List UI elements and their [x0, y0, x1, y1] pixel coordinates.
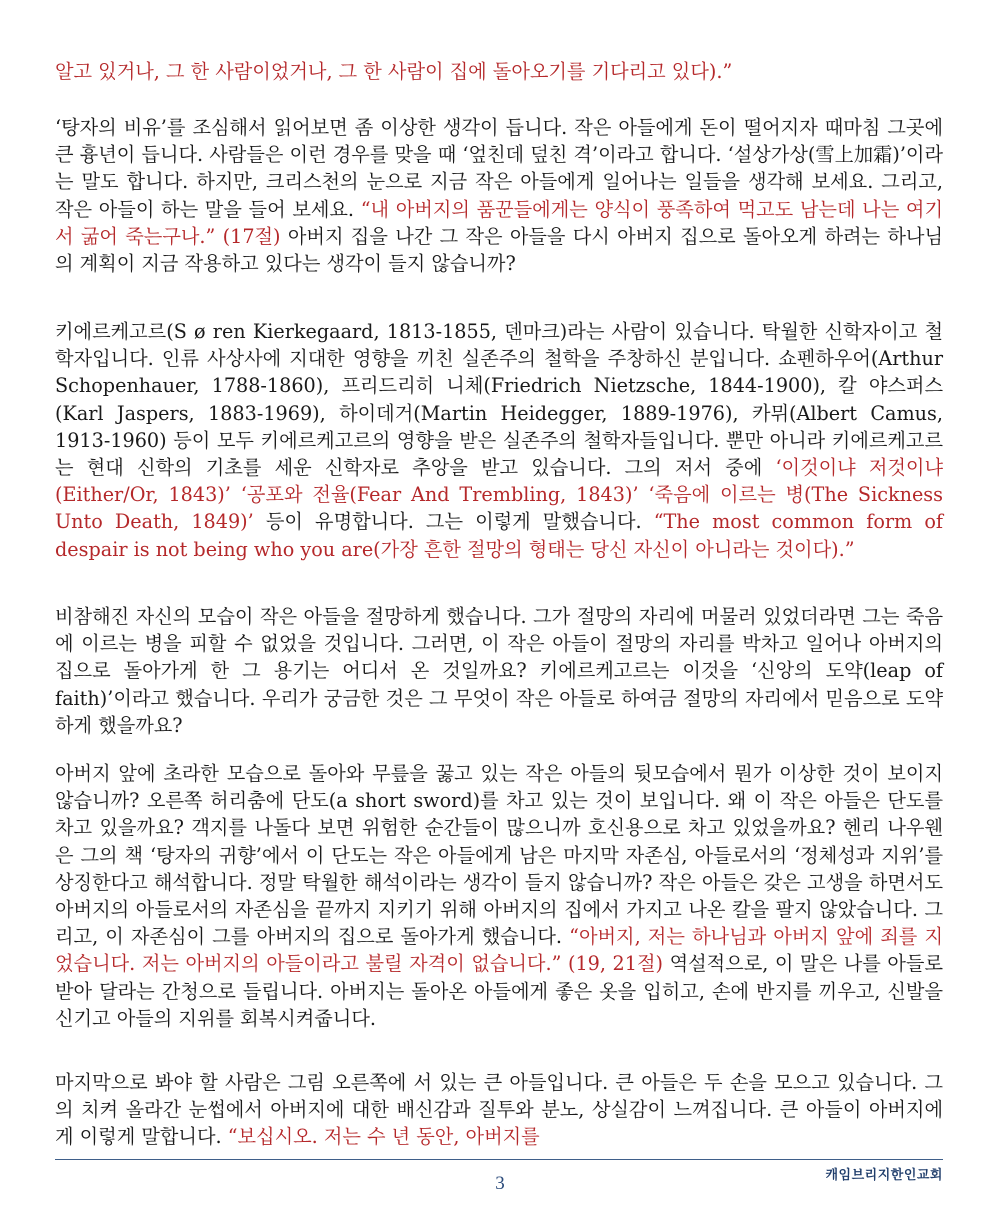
body-text: 아버지 집을 나간 그 작은 아들을 다시 아버지 집으로 돌아오게 하려는 하나님의 계획이 지금 작용하고 있다는 생각이 들지 않습니까? — [55, 224, 943, 276]
body-text: 비참해진 자신의 모습이 작은 아들을 절망하게 했습니다. 그가 절망의 자리에 머물러 있었더라면 그는 죽음에 이르는 병을 피할 수 없었을 것입니다. 그러면, 이 작은 아들이 절망의 자리를 박차고 일어나 아버지의 집으로 돌아가게 한 그 용기는 어디서 온 것일까요? 키에르케고르는 이것을 ‘신앙의 도약(leap of faith)’이라고 했습니다. 우리가 궁금한 것은 그 무엇이 작은 아들로 하여금 절망의 자리에서 믿음으로 도약하게 했을까요? — [55, 605, 943, 737]
body-text: 등이 유명합니다. 그는 이렇게 말했습니다. — [253, 510, 654, 534]
paragraph-5 — [55, 760, 943, 1032]
body-text: ‘탕자의 비유’를 조심해서 읽어보면 좀 이상한 생각이 듭니다. 작은 아들에게 돈이 떨어지자 때마침 그곳에 큰 흉년이 듭니다. 사람들은 이런 경우를 맞을 때 ‘엎친데 덮친 격’이라고 합니다. ‘설상가상(雪上加霜)’이라는 말도 합니다. 하지만, 크리스천의 눈으로 지금 작은 아들에게 일어나는 일들을 생각해 보세요. 그리고, 작은 아들이 하는 말을 들어 보세요. — [55, 116, 943, 221]
body-text: 마지막으로 봐야 할 사람은 그림 오른쪽에 서 있는 큰 아들입니다. 큰 아들은 두 손을 모으고 있습니다. 그의 치켜 올라간 눈썹에서 아버지에 대한 배신감과 질투와 분노, 상실감이 느껴집니다. 큰 아들이 아버지에게 이렇게 말합니다. — [55, 1071, 943, 1149]
quote-text: “아버지, 저는 하나님과 아버지 앞에 죄를 지었습니다. 저는 아버지의 아들이라고 불릴 자격이 없습니다.” (19, 21절) — [55, 925, 943, 976]
paragraph-6 — [55, 1069, 943, 1151]
paragraph-4 — [55, 603, 943, 739]
church-name: 캐임브리지한인교회 — [825, 1168, 943, 1183]
quote-text: “The most common form of despair is not being who you are(가장 흔한 절망의 형태는 당신 자신이 아니라는 것이다).” — [55, 510, 943, 561]
footer-divider — [55, 1159, 943, 1160]
page-number: 3 — [495, 1173, 505, 1194]
quote-text: 알고 있거나, 그 한 사람이었거나, 그 한 사람이 집에 돌아오기를 기다리고 있다).” — [55, 60, 733, 83]
quote-text: “내 아버지의 품꾼들에게는 양식이 풍족하여 먹고도 남는데 나는 여기서 굶어 죽는구나.” (17절) — [55, 197, 943, 248]
paragraph-1 — [55, 58, 943, 85]
body-text: 키에르케고르(S ø ren Kierkegaard, 1813-1855, 덴마크)라는 사람이 있습니다. 탁월한 신학자이고 철학자입니다. 인류 사상사에 지대한 영향을 끼친 실존주의 철학을 주창하신 분입니다. 쇼펜하우어(Arthur Schopenhauer, 1788-1860), 프리드리히 니체(Friedrich Nietzsche, 1844-1900), 칼 야스퍼스(Karl Jaspers, 1883-1969), 하이데거(Martin Heidegger, 1889-1976), 카뮈(Albert Camus, 1913-1960) 등이 모두 키에르케고르의 영향을 받은 실존주의 철학자들입니다. 뿐만 아니라 키에르케고르는 현대 신학의 기초를 세운 신학자로 추앙을 받고 있습니다. 그의 저서 중에 — [55, 320, 943, 480]
book-titles: ‘이것이냐 저것이냐(Either/Or, 1843)’ ‘공포와 전율(Fear And Trembling, 1843)’ ‘죽음에 이르는 병(The Sickness Unto Death, 1849)’ — [55, 456, 944, 534]
paragraph-2 — [55, 114, 943, 277]
body-text: 아버지 앞에 초라한 모습으로 돌아와 무릎을 꿇고 있는 작은 아들의 뒷모습에서 뭔가 이상한 것이 보이지 않습니까? 오른쪽 허리춤에 단도(a short sword)를 차고 있는 것이 보입니다. 왜 이 작은 아들은 단도를 차고 있을까요? 객지를 나돌다 보면 위험한 순간들이 많으니까 호신용으로 차고 있었을까요? 헨리 나우웬은 그의 책 ‘탕자의 귀향’에서 이 단도는 작은 아들에게 남은 마지막 자존심, 아들로서의 ‘정체성과 지위’를 상징한다고 해석합니다. 정말 탁월한 해석이라는 생각이 들지 않습니까? 작은 아들은 갖은 고생을 하면서도 아버지의 아들로서의 자존심을 끝까지 지키기 위해 아버지의 집에서 가지고 나온 칼을 팔지 않았습니다. 그리고, 이 자존심이 그를 아버지의 집으로 돌아가게 했습니다. — [55, 762, 943, 949]
quote-text: “보십시오. 저는 수 년 동안, 아버지를 — [227, 1125, 540, 1149]
document-page — [55, 0, 943, 1213]
paragraph-3 — [55, 318, 943, 563]
body-text: 역설적으로, 이 말은 나를 아들로 받아 달라는 간청으로 들립니다. 아버지는 돌아온 아들에게 좋은 옷을 입히고, 손에 반지를 끼우고, 신발을 신기고 아들의 지위를 회복시켜줍니다. — [55, 952, 943, 1030]
